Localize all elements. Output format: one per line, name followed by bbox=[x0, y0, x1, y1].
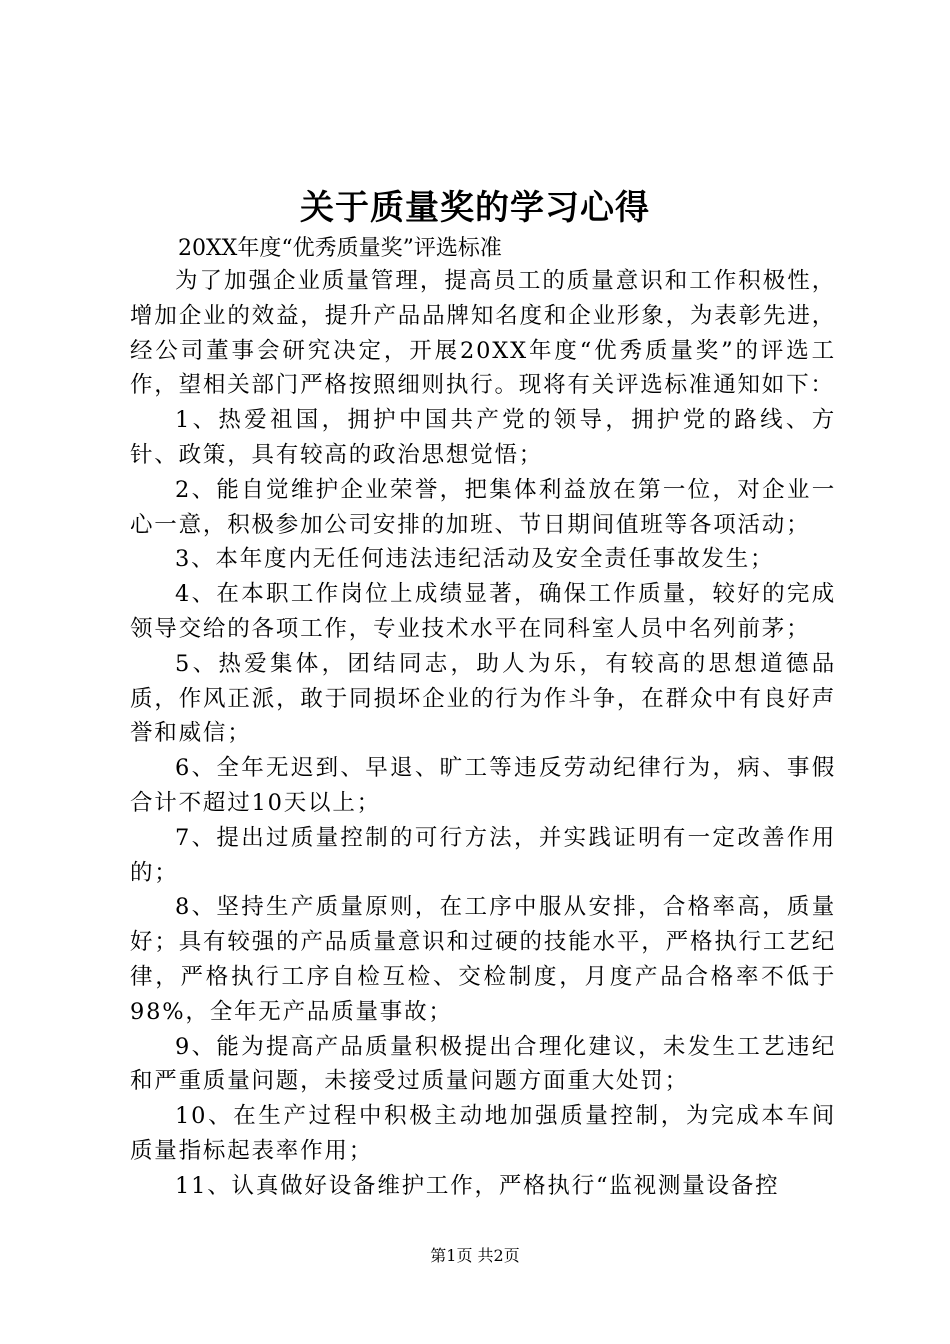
page-footer: 第1页 共2页 bbox=[430, 1246, 520, 1265]
criterion-4: 4、在本职工作岗位上成绩显著，确保工作质量，较好的完成领导交给的各项工作，专业技术水平在同科室人员中名列前茅； bbox=[130, 581, 836, 642]
criterion-2: 2、能自觉维护企业荣誉，把集体利益放在第一位，对企业一心一意，积极参加公司安排的加班、节日期间值班等各项活动； bbox=[130, 476, 836, 538]
body-text bbox=[130, 264, 836, 1204]
subtitle: 20XX年度“优秀质量奖”评选标准 bbox=[178, 236, 502, 261]
page-title: 关于质量奖的学习心得 bbox=[300, 188, 650, 228]
intro-paragraph: 为了加强企业质量管理，提高员工的质量意识和工作积极性，增加企业的效益，提升产品品牌知名度和企业形象，为表彰先进，经公司董事会研究决定，开展20XX年度“优秀质量奖”的评选工作，望相关部门严格按照细则执行。现将有关评选标准通知如下： bbox=[130, 268, 836, 399]
criterion-8: 8、坚持生产质量原则，在工序中服从安排，合格率高，质量好；具有较强的产品质量意识和过硬的技能水平，严格执行工艺纪律，严格执行工序自检互检、交检制度，月度产品合格率不低于98%，全年无产品质量事故； bbox=[130, 894, 836, 1025]
criterion-9: 9、能为提高产品质量积极提出合理化建议，未发生工艺违纪和严重质量问题，未接受过质量问题方面重大处罚； bbox=[130, 1033, 836, 1095]
criterion-5: 5、热爱集体，团结同志，助人为乐，有较高的思想道德品质，作风正派，敢于同损坏企业的行为作斗争，在群众中有良好声誉和威信； bbox=[130, 650, 836, 747]
criterion-7: 7、提出过质量控制的可行方法，并实践证明有一定改善作用的； bbox=[130, 824, 836, 886]
criterion-1: 1、热爱祖国，拥护中国共产党的领导，拥护党的路线、方针、政策，具有较高的政治思想觉悟； bbox=[130, 407, 836, 468]
criterion-10: 10、在生产过程中积极主动地加强质量控制，为完成本车间质量指标起表率作用； bbox=[130, 1103, 836, 1164]
criterion-6: 6、全年无迟到、早退、旷工等违反劳动纪律行为，病、事假合计不超过10天以上； bbox=[130, 755, 836, 816]
criterion-11: 11、认真做好设备维护工作，严格执行“监视测量设备控 bbox=[175, 1172, 780, 1199]
criterion-3: 3、本年度内无任何违法违纪活动及安全责任事故发生； bbox=[175, 546, 775, 573]
